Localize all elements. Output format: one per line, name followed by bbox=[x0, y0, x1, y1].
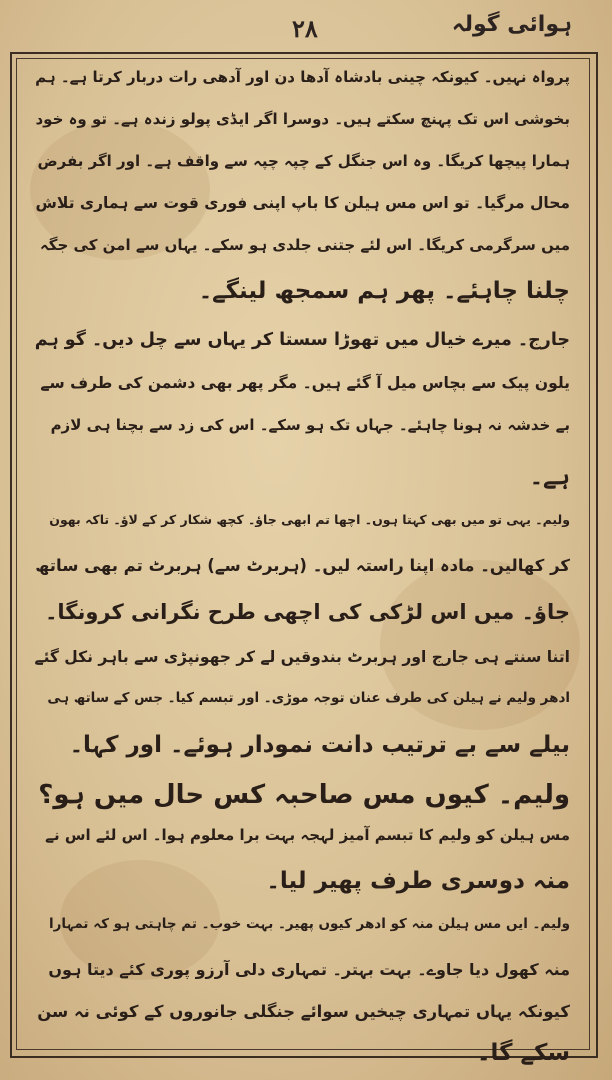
text-line: منہ کھول دیا جاوے۔ بہت بہتر۔ تمہاری دلی آرزو پوری کئے دیتا ہوں bbox=[48, 960, 570, 979]
text-line: اتنا سنتے ہی جارج اور ہربرٹ بندوقیں لے کر جھونپڑی سے باہر نکل گئے bbox=[34, 648, 570, 666]
text-line: کر کھالیں۔ مادہ اپنا راستہ لیں۔ (ہربرٹ سے) ہربرٹ تم بھی ساتھ bbox=[35, 556, 570, 575]
text-line: بخوشی اس تک پہنچ سکتے ہیں۔ دوسرا اگر ایڈی پولو زندہ ہے۔ تو وہ خود bbox=[35, 110, 570, 128]
text-line: سکے گا۔ bbox=[477, 1040, 570, 1066]
text-line: میں سرگرمی کریگا۔ اس لئے جتنی جلدی ہو سکے۔ یہاں سے امن کی جگہ bbox=[40, 236, 570, 254]
dialogue-line: ولیم۔ کیوں مس صاحبہ کس حال میں ہو؟ bbox=[38, 780, 570, 810]
text-line: منہ دوسری طرف پھیر لیا۔ bbox=[266, 868, 570, 894]
text-line: بیلے سے بے ترتیب دانت نمودار ہوئے۔ اور کہا۔ bbox=[69, 732, 570, 758]
dialogue-line: جارج۔ میرے خیال میں تھوڑا سستا کر یہاں سے چل دیں۔ گو ہم bbox=[34, 330, 570, 350]
dialogue-line: ولیم۔ یہی تو میں بھی کہتا ہوں۔ اچھا تم ابھی جاؤ۔ کچھ شکار کر کے لاؤ۔ تاکہ بھون bbox=[49, 512, 570, 527]
text-line: کیونکہ یہاں تمہاری چیخیں سوائے جنگلی جانوروں کے کوئی نہ سن bbox=[37, 1002, 570, 1021]
text-line: چلنا چاہئے۔ پھر ہم سمجھ لینگے۔ bbox=[198, 278, 570, 304]
text-line: پرواہ نہیں۔ کیونکہ چینی بادشاہ آدھا دن اور آدھی رات دربار کرتا ہے۔ ہم bbox=[35, 68, 570, 86]
running-title: ہوائی گولہ bbox=[451, 12, 572, 37]
text-line: محال مرگیا۔ تو اس مس ہیلن کا باپ اپنی فوری قوت سے ہماری تلاش bbox=[35, 194, 570, 212]
page-number: ۲۸ bbox=[292, 14, 318, 43]
dialogue-line: ولیم۔ ایں مس ہیلن منہ کو ادھر کیوں پھیر۔ بہت خوب۔ تم چاہتی ہو کہ تمہارا bbox=[49, 916, 570, 932]
body-text bbox=[30, 68, 570, 1066]
text-line: بے خدشہ نہ ہونا چاہئے۔ جہاں تک ہو سکے۔ اس کی زد سے بچنا ہی لازم bbox=[50, 416, 570, 434]
text-line: یلون پیک سے بچاس میل آ گئے ہیں۔ مگر پھر بھی دشمن کی طرف سے bbox=[40, 374, 570, 392]
text-line: ہے۔ bbox=[529, 464, 570, 490]
text-line: ہمارا پیچھا کریگا۔ وہ اس جنگل کے چپہ چپہ سے واقف ہے۔ اور اگر بفرض bbox=[37, 152, 570, 170]
text-line: مس ہیلن کو ولیم کا تبسم آمیز لہجہ بہت برا معلوم ہوا۔ اس لئے اس نے bbox=[45, 826, 570, 844]
text-line: ادھر ولیم نے ہیلن کی طرف عنان توجہ موڑی۔ اور تبسم کیا۔ جس کے ساتھ ہی bbox=[47, 690, 570, 706]
page-header bbox=[0, 12, 612, 52]
text-line: جاؤ۔ میں اس لڑکی کی اچھی طرح نگرانی کرونگا۔ bbox=[45, 600, 570, 624]
